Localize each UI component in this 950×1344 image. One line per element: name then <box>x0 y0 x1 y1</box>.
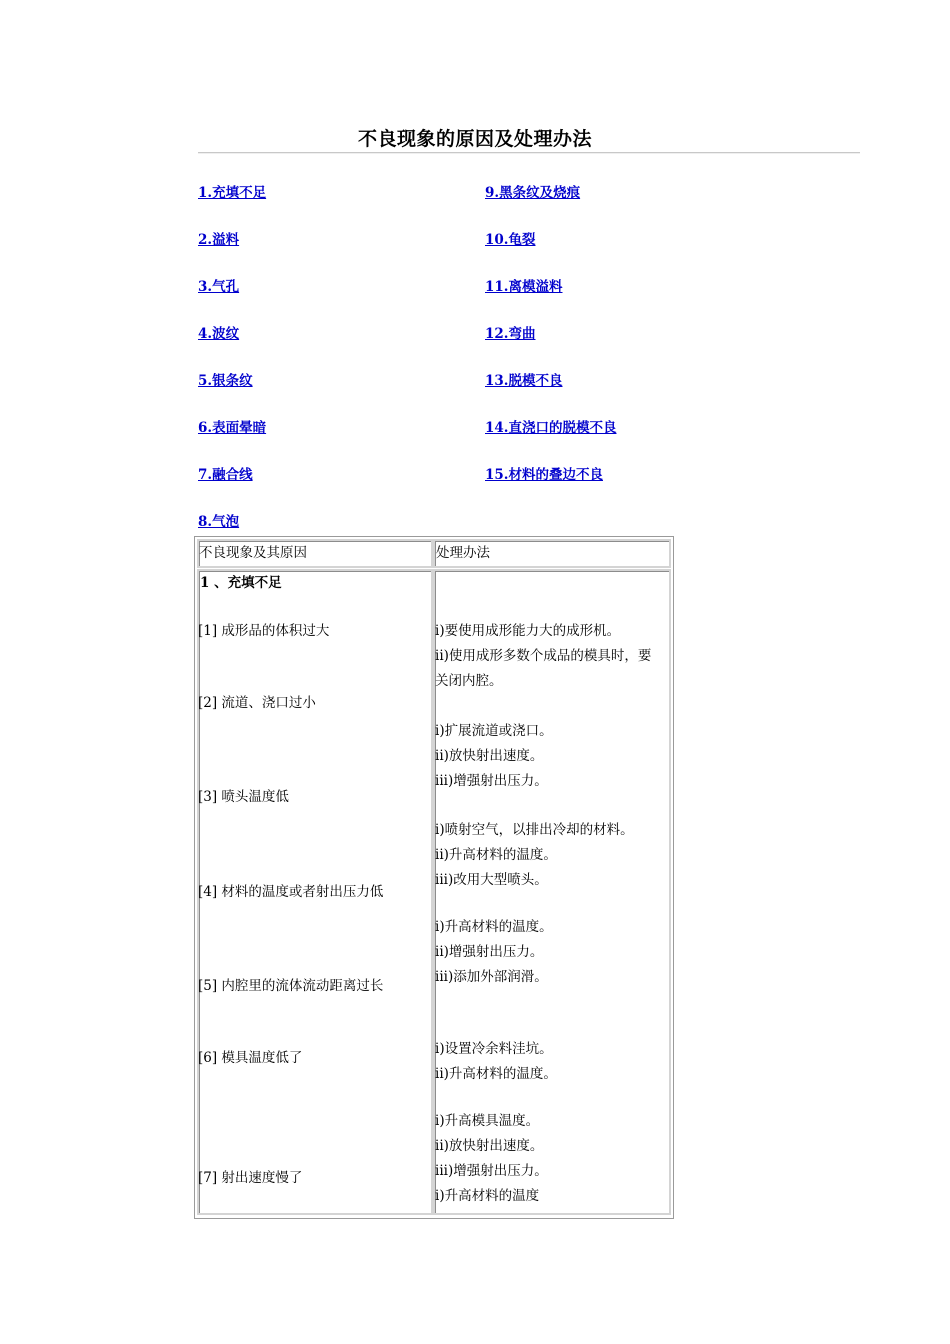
toc-link-5[interactable]: 5.银条纹 <box>198 373 253 389</box>
toc-link-9[interactable]: 9.黑条纹及烧痕 <box>485 185 581 201</box>
solution-line: ii)升高材料的温度。 <box>435 847 557 863</box>
title-divider <box>198 152 860 154</box>
toc-link-15[interactable]: 15.材料的叠边不良 <box>485 467 603 483</box>
column-header-solution: 处理办法 <box>436 545 490 561</box>
section-title: 1 、充填不足 <box>200 575 282 591</box>
solution-line: ii)增强射出压力。 <box>435 944 544 960</box>
solution-line: 关闭内腔。 <box>435 673 503 689</box>
cause-item: [2] 流道、浇口过小 <box>198 695 316 711</box>
solution-line: i)升高材料的温度。 <box>435 919 553 935</box>
toc-link-11[interactable]: 11.离模溢料 <box>485 279 563 295</box>
toc-link-4[interactable]: 4.波纹 <box>198 326 240 342</box>
toc-link-7[interactable]: 7.融合线 <box>198 467 253 483</box>
toc-link-8[interactable]: 8.气泡 <box>198 514 240 530</box>
solution-line: i)设置冷余料洼坑。 <box>435 1041 553 1057</box>
page-title: 不良现象的原因及处理办法 <box>357 128 592 150</box>
toc-link-12[interactable]: 12.弯曲 <box>485 326 536 342</box>
solution-line: i)扩展流道或浇口。 <box>435 723 553 739</box>
column-header-cause: 不良现象及其原因 <box>199 545 307 561</box>
toc-link-1[interactable]: 1.充填不足 <box>198 185 267 201</box>
solution-line: i)升高材料的温度 <box>435 1188 540 1204</box>
cause-item: [4] 材料的温度或者射出压力低 <box>198 884 384 900</box>
cause-item: [1] 成形品的体积过大 <box>198 623 330 639</box>
toc-link-10[interactable]: 10.龟裂 <box>485 232 536 248</box>
solution-line: ii)放快射出速度。 <box>435 1138 544 1154</box>
toc-link-2[interactable]: 2.溢料 <box>198 232 240 248</box>
solution-line: ii)升高材料的温度。 <box>435 1066 557 1082</box>
solution-line: ii)使用成形多数个成品的模具时，要 <box>435 648 652 664</box>
toc-link-14[interactable]: 14.直浇口的脱模不良 <box>485 420 617 436</box>
cause-item: [5] 内腔里的流体流动距离过长 <box>198 978 384 994</box>
toc-link-3[interactable]: 3.气孔 <box>198 279 240 295</box>
solution-line: iii)增强射出压力。 <box>435 773 548 789</box>
solution-line: i)喷射空气，以排出冷却的材料。 <box>435 822 634 838</box>
toc-link-13[interactable]: 13.脱模不良 <box>485 373 563 389</box>
solution-line: i)升高模具温度。 <box>435 1113 540 1129</box>
cause-item: [7] 射出速度慢了 <box>198 1170 303 1186</box>
toc-link-6[interactable]: 6.表面晕暗 <box>198 420 267 436</box>
cause-item: [3] 喷头温度低 <box>198 789 289 805</box>
solution-line: iii)改用大型喷头。 <box>435 872 548 888</box>
solution-line: ii)放快射出速度。 <box>435 748 544 764</box>
solution-line: i)要使用成形能力大的成形机。 <box>435 623 621 639</box>
cause-item: [6] 模具温度低了 <box>198 1050 303 1066</box>
solution-line: iii)添加外部润滑。 <box>435 969 548 985</box>
solution-line: iii)增强射出压力。 <box>435 1163 548 1179</box>
